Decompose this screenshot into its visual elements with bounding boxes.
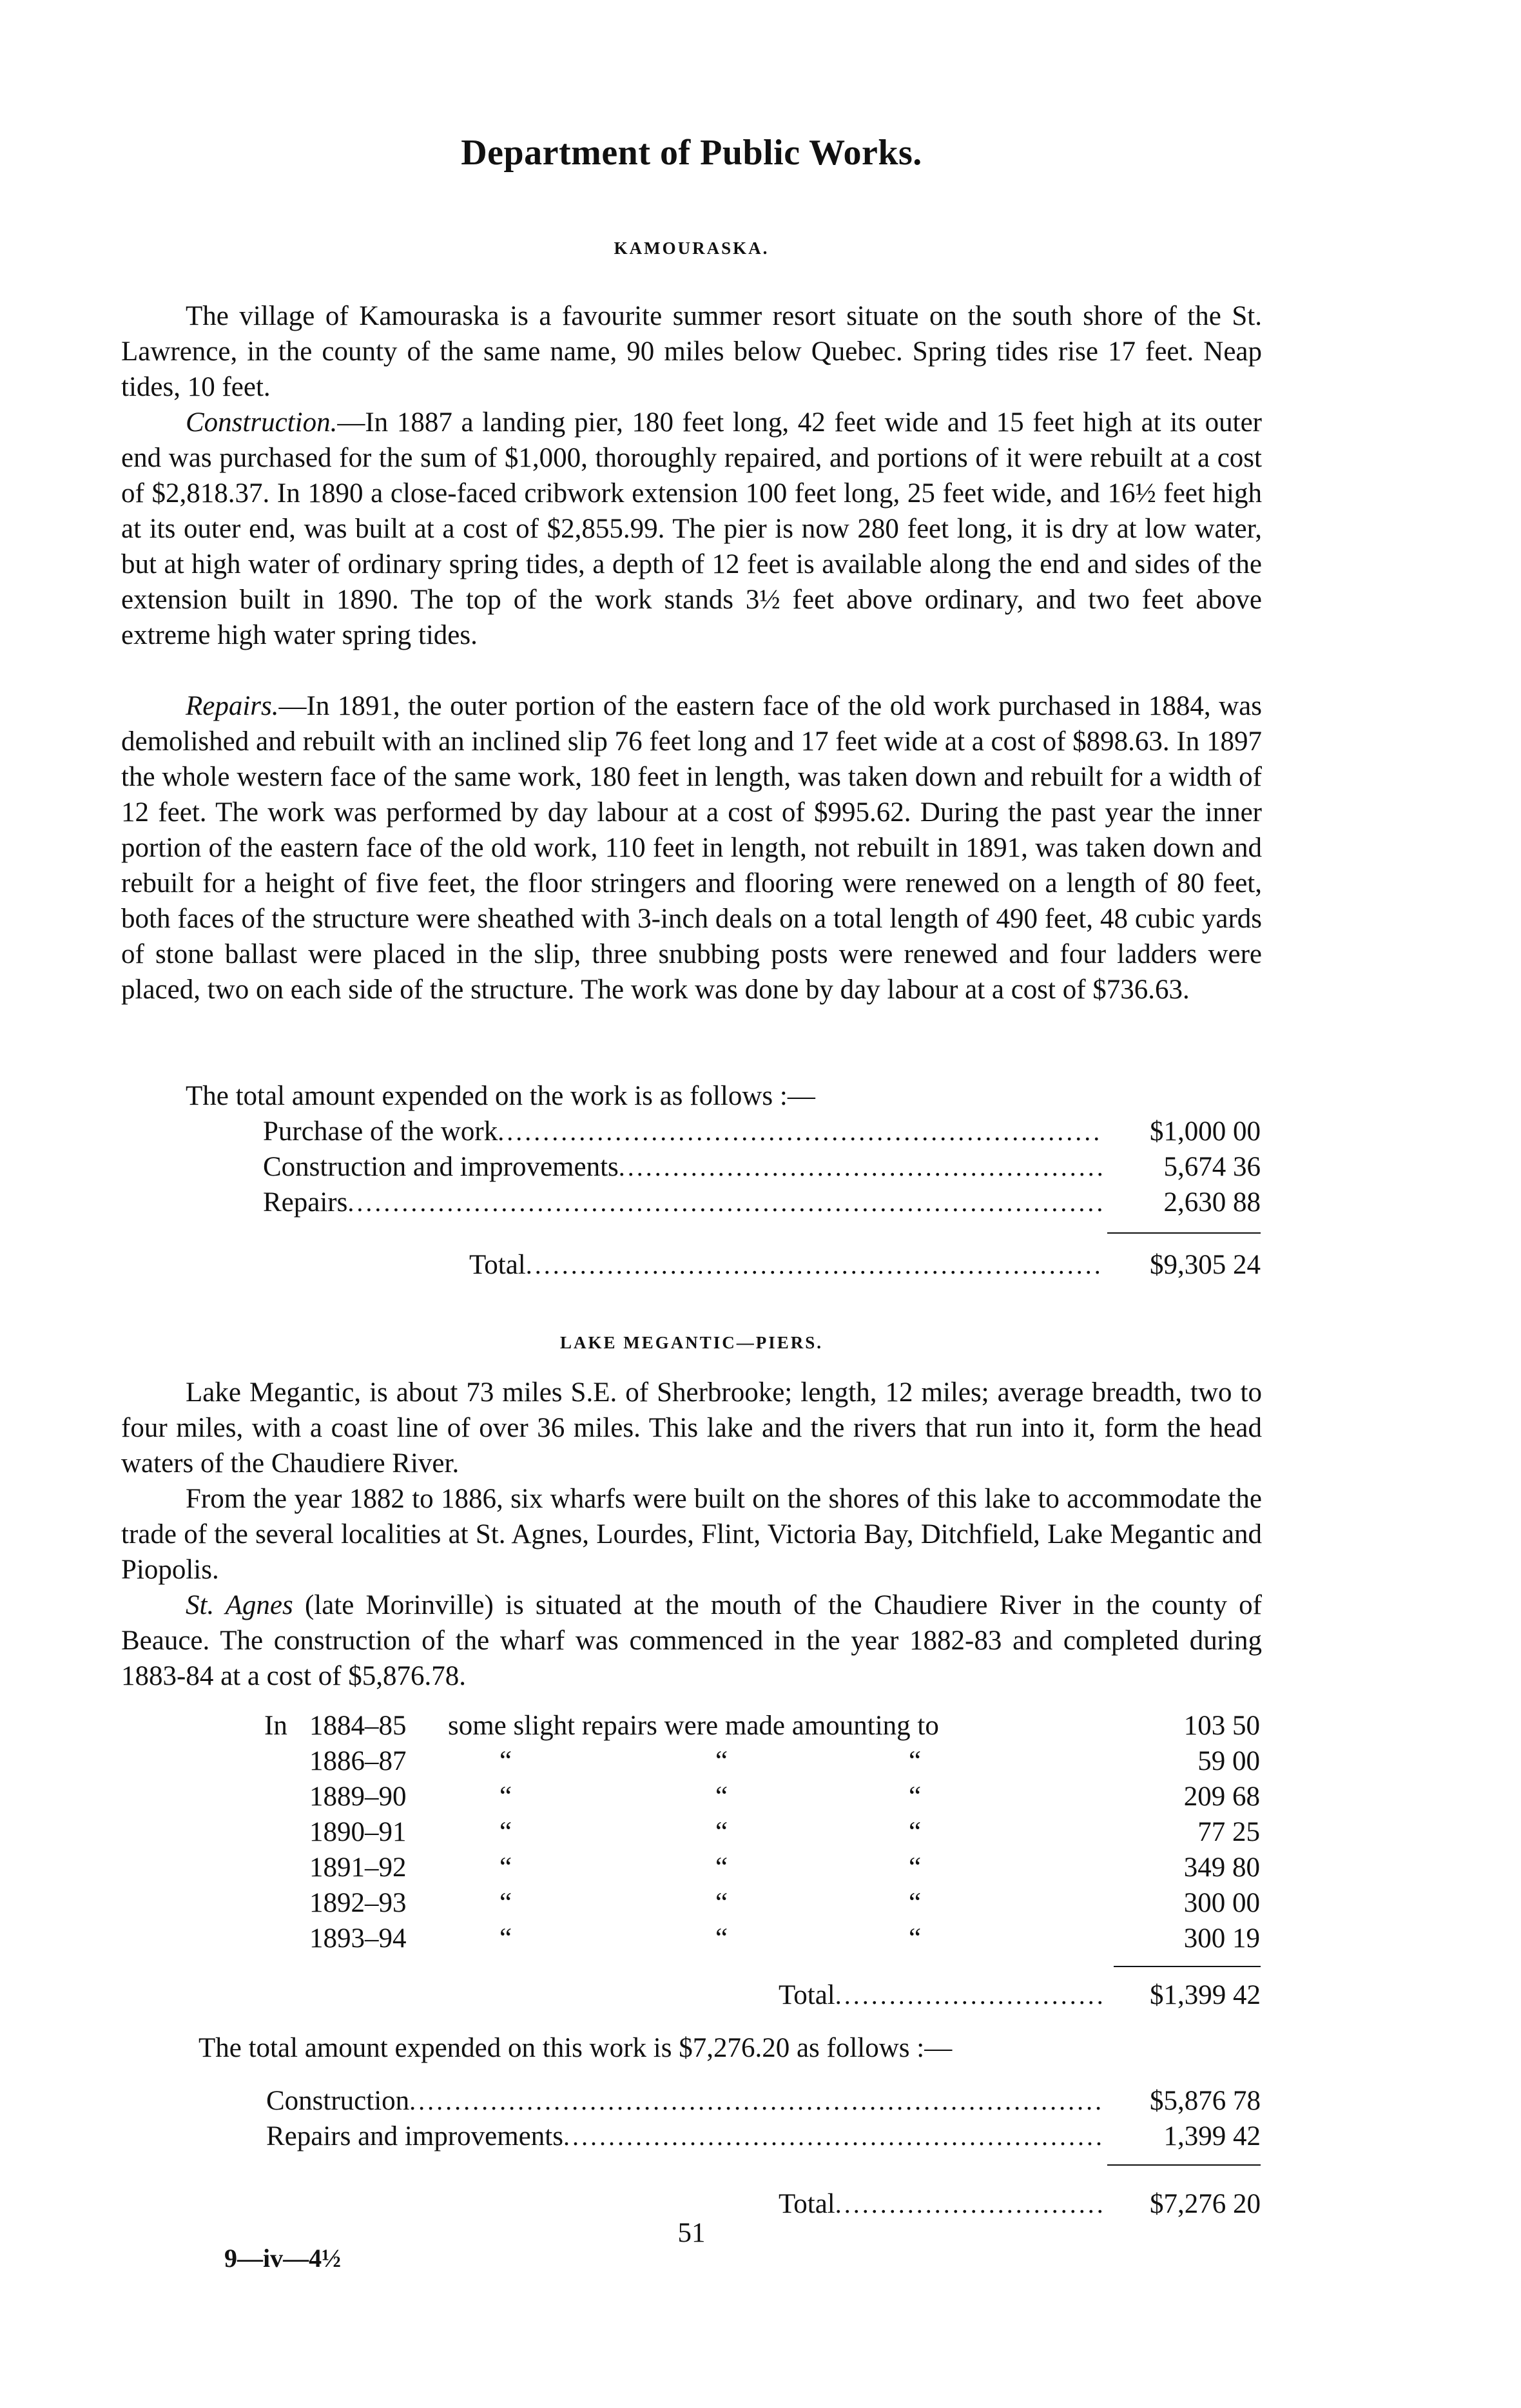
- ditto-mark: “: [499, 1746, 512, 1776]
- megantic-intro-paragraph: Lake Megantic, is about 73 miles S.E. of Sherbrooke; length, 12 miles; average breadth, two to four miles, with a coast line of over 36 miles. This lake and the rivers that run into it, form the head waters of the Chaudiere River.: [121, 1377, 1262, 1479]
- leader-dots: [409, 2083, 1103, 2119]
- ledger-row: [779, 1977, 1261, 2013]
- page-title: Department of Public Works.: [461, 133, 922, 173]
- ledger-row: [263, 1114, 1261, 1149]
- ledger-row: [263, 1149, 1261, 1185]
- kamouraska-construction-paragraph: [121, 405, 1262, 653]
- leader-dots: [835, 2186, 1103, 2222]
- printer-signature-mark: 9—iv—4½: [224, 2244, 342, 2273]
- year-cell: 1892–93: [309, 1888, 407, 1918]
- amount-cell: 209 68: [1183, 1782, 1260, 1812]
- st-agnes-text: (late Morinville) is situated at the mouth of the Chaudiere River in the county of Beauce. The construction of the wharf was commenced in the year 1882-83 and completed during 1883-84 at a cost of $5,876.78.: [121, 1590, 1262, 1691]
- megantic-total-intro: The total amount expended on this work is $7,276.20 as follows :—: [199, 2033, 953, 2063]
- amount-cell: 77 25: [1197, 1817, 1260, 1847]
- document-page: [121, 0, 1262, 2408]
- amount-cell: 103 50: [1183, 1711, 1260, 1741]
- ditto-mark: “: [715, 1817, 728, 1847]
- year-cell: 1884–85: [309, 1711, 407, 1741]
- ditto-mark: “: [715, 1888, 728, 1918]
- subtotal-rule: [1114, 1966, 1261, 1967]
- repairs-phrase: some slight repairs were made amounting to: [448, 1711, 939, 1741]
- leader-dots: [563, 2119, 1103, 2154]
- megantic-wharfs-paragraph: From the year 1882 to 1886, six wharfs were built on the shores of this lake to accommodate the trade of the several localities at St. Agnes, Lourdes, Flint, Victoria Bay, Ditchfield, Lake Megantic and Piopolis.: [121, 1484, 1262, 1585]
- repairs-label: Repairs.: [186, 691, 279, 721]
- ditto-mark: “: [909, 1888, 922, 1918]
- kamouraska-expenditure-ledger: [263, 1114, 1261, 1220]
- ledger-amount: $1,000 00: [1150, 1116, 1261, 1147]
- ditto-mark: “: [499, 1817, 512, 1847]
- ditto-mark: “: [715, 1852, 728, 1883]
- ledger-row: [779, 2186, 1261, 2222]
- repairs-text: —In 1891, the outer portion of the eastern face of the old work purchased in 1884, was demolished and rebuilt with an inclined slip 76 feet long and 17 feet wide at a cost of $898.63. In 1897 the whole western face of the same work, 180 feet in length, was taken down and rebuilt for a width of 12 feet. The work was performed by day labour at a cost of $995.62. During the past year the inner portion of the eastern face of the old work, 110 feet in length, not rebuilt in 1891, was taken down and rebuilt for a height of five feet, the floor stringers and flooring were renewed on a length of 80 feet, both faces of the structure were sheathed with 3-inch deals on a total length of 490 feet, 48 cubic yards of stone ballast were placed in the slip, three snubbing posts were renewed and four ladders were placed, two on each side of the structure. The work was done by day labour at a cost of $736.63.: [121, 691, 1262, 1005]
- amount-cell: 59 00: [1197, 1746, 1260, 1776]
- total-amount: $7,276 20: [1150, 2189, 1261, 2219]
- amount-cell: 300 19: [1183, 1923, 1260, 1954]
- ledger-row: [266, 2119, 1261, 2154]
- ledger-row: [266, 2083, 1261, 2119]
- ledger-amount: 2,630 88: [1163, 1187, 1261, 1218]
- total-label: Total: [779, 2189, 835, 2219]
- year-cell: 1886–87: [309, 1746, 407, 1776]
- st-agnes-repairs-total-row: [779, 1977, 1261, 2013]
- total-label: Total: [469, 1250, 526, 1280]
- construction-text: —In 1887 a landing pier, 180 feet long, 42 feet wide and 15 feet high at its outer end was purchased for the sum of $1,000, thoroughly repaired, and portions of it were rebuilt at a cost of $2,818.37. In 1890 a close-faced cribwork extension 100 feet long, 25 feet wide, and 16½ feet high at its outer end, was built at a cost of $2,855.99. The pier is now 280 feet long, it is dry at low water, but at high water of ordinary spring tides, a depth of 12 feet is available along the end and sides of the extension built in 1890. The top of the work stands 3½ feet above ordinary, and two feet above extreme high water spring tides.: [121, 407, 1262, 650]
- amount-cell: 300 00: [1183, 1888, 1260, 1918]
- ditto-mark: “: [499, 1782, 512, 1812]
- kamouraska-total-row: [469, 1247, 1261, 1283]
- megantic-st-agnes-paragraph: [121, 1588, 1262, 1694]
- ledger-label: Repairs and improvements: [266, 2121, 563, 2151]
- subtotal-rule: [1107, 2164, 1261, 2166]
- st-agnes-label: St. Agnes: [186, 1590, 293, 1620]
- ditto-mark: “: [499, 1852, 512, 1883]
- year-prefix: In: [264, 1711, 287, 1741]
- ditto-mark: “: [909, 1817, 922, 1847]
- megantic-expenditure-ledger: [266, 2083, 1261, 2154]
- subtotal-rule: [1107, 1232, 1261, 1234]
- construction-label: Construction.: [186, 407, 338, 438]
- ditto-mark: “: [715, 1746, 728, 1776]
- ditto-mark: “: [909, 1923, 922, 1954]
- amount-cell: 349 80: [1183, 1852, 1260, 1883]
- ditto-mark: “: [715, 1923, 728, 1954]
- ditto-mark: “: [715, 1782, 728, 1812]
- ledger-label: Construction: [266, 2086, 410, 2116]
- ledger-row: [263, 1185, 1261, 1220]
- kamouraska-repairs-paragraph: [121, 688, 1262, 1007]
- year-cell: 1890–91: [309, 1817, 407, 1847]
- leader-dots: [498, 1114, 1103, 1149]
- ditto-mark: “: [499, 1888, 512, 1918]
- section-heading-kamouraska: KAMOURASKA.: [614, 238, 770, 258]
- page-number: 51: [677, 2218, 706, 2248]
- ledger-label: Purchase of the work: [263, 1116, 498, 1147]
- section-heading-lake-megantic: LAKE MEGANTIC—PIERS.: [559, 1333, 824, 1352]
- year-cell: 1891–92: [309, 1852, 407, 1883]
- ledger-row: [469, 1247, 1261, 1283]
- megantic-total-row: [779, 2186, 1261, 2222]
- total-amount: $1,399 42: [1150, 1980, 1261, 2010]
- ditto-mark: “: [499, 1923, 512, 1954]
- ledger-amount: $5,876 78: [1150, 2086, 1261, 2116]
- kamouraska-intro-paragraph: The village of Kamouraska is a favourite summer resort situate on the south shore of the St. Lawrence, in the county of the same name, 90 miles below Quebec. Spring tides rise 17 feet. Neap tides, 10 feet.: [121, 301, 1262, 402]
- leader-dots: [526, 1247, 1103, 1283]
- year-cell: 1893–94: [309, 1923, 407, 1954]
- leader-dots: [835, 1977, 1103, 2013]
- ledger-label: Repairs: [263, 1187, 348, 1218]
- ledger-amount: 1,399 42: [1163, 2121, 1261, 2151]
- ditto-mark: “: [909, 1852, 922, 1883]
- ledger-amount: 5,674 36: [1163, 1152, 1261, 1182]
- ledger-label: Construction and improvements: [263, 1152, 619, 1182]
- total-label: Total: [779, 1980, 835, 2010]
- leader-dots: [347, 1185, 1103, 1220]
- ditto-mark: “: [909, 1782, 922, 1812]
- total-amount: $9,305 24: [1150, 1250, 1261, 1280]
- leader-dots: [619, 1149, 1103, 1185]
- kamouraska-total-intro: The total amount expended on the work is as follows :—: [186, 1081, 815, 1111]
- year-cell: 1889–90: [309, 1782, 407, 1812]
- ditto-mark: “: [909, 1746, 922, 1776]
